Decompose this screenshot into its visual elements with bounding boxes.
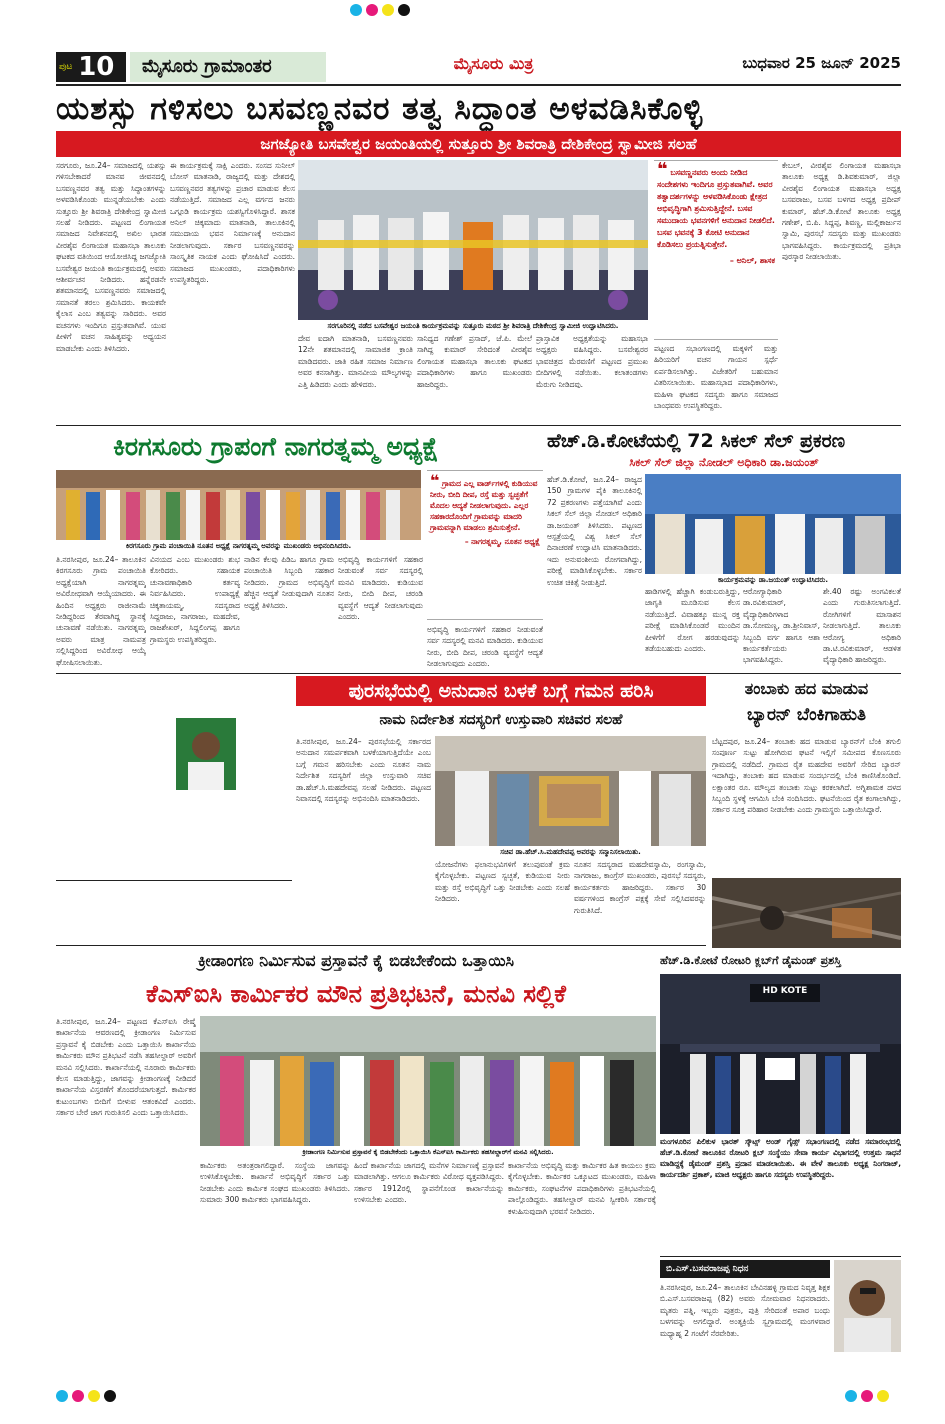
obituary-portrait xyxy=(834,1260,901,1352)
lower-rule xyxy=(56,945,706,946)
lead-below-photo-2: ಸಾನಿಧ್ಯದ ಗಣೇಶ್ ಪ್ರಸಾದ್, ಜೆ.ಪಿ. ಮೇಲೆ ಸಾಗಿದ್ದ ಕುಮಾರ್ ಸೇರಿದಂತೆ ವೀರಶೈವ ಲಿಂಗಾಯತ ಮಹಾಸಭಾ ತಾಲೂಕು ಘಟಕದ ಪದಾಧಿಕಾರಿಗಳು ಹಾಗೂ ಮುಖಂಡರು ಹಾಜರಿದ್ದರು. xyxy=(417,334,532,389)
kiragasur-column-3: ನಾಡಿನ ಕೆಲವು ಪಿಡಿಒ ಹಾಗೂ ಗ್ರಾಮ ಪಂಚಾಯಿತಿ ಸಿಬ್ಬಂದಿ ಸಹಕಾರ ನೀಡಿದರು. ಗ್ರಾಮದ ಅಭಿವೃದ್ಧಿಗೆ ಹೆಚ್ಚಿನ ಆದ್ಯತೆ ನೀಡುವುದಾಗಿ ನೂತನ ಅಧ್ಯಕ್ಷೆ ತಿಳಿಸಿದರು. xyxy=(244,555,334,610)
tobacco-headline xyxy=(712,676,901,732)
halakatti-headline xyxy=(56,883,292,901)
sickle-column-4: ಶೇ.40 ರಷ್ಟು ಅಂಗವಿಕಲತೆ ಎಂದು ಗುರುತಿಸಲಾಗುತ್ತಿದೆ. ರೋಗಿಗಳಿಗೆ ಮಾಸಾಶನ ನೀಡಲಾಗುತ್ತಿದೆ. ತಾಲೂಕು ಆರೋಗ್ಯ ಅಧಿಕಾರಿ ಡಾ.ಟಿ.ರವಿಕುಮಾರ್, ಆಡಳಿತ ವೈದ್ಯಾಧಿಕಾರಿ ಹಾಜರಿದ್ದರು. xyxy=(823,587,901,665)
registration-mark-magenta-bottom xyxy=(72,1390,84,1402)
lead-column-2: ಈ ಕಾರ್ಯಕ್ರಮಕ್ಕೆ ಸಾಕ್ಷಿ ಎಂದರು. ಸಂಸದ ಸುನೀಲ್ ಬೋಸ್ ಮಾತನಾಡಿ, ರಾಜ್ಯದಲ್ಲಿ ಮತ್ತು ದೇಶದಲ್ಲಿ ಬಸವಣ್ಣನವರ ತತ್ವಗಳನ್ನು ಪ್ರಚಾರ ಮಾಡುವ ಕೆಲಸ ನಡೆಯುತ್ತಿದೆ. ಸಮಾಜದ ಎಲ್ಲ ವರ್ಗದ ಜನರು ಒಗ್ಗೂಡಿ ಕಾರ್ಯಕ್ರಮ ಯಶಸ್ವಿಗೊಳಿಸಿದ್ದಾರೆ. ಶಾಸಕ ಅನಿಲ್ ಚಿಕ್ಕಮಾದು ಮಾತನಾಡಿ, ತಾಲೂಕಿನಲ್ಲಿ ಸಮುದಾಯ ಭವನ ನಿರ್ಮಾಣಕ್ಕೆ ಅನುದಾನ ನೀಡಲಾಗುವುದು. ಸರ್ಕಾರ ಬಸವಣ್ಣನವರನ್ನು ಸಾಂಸ್ಕೃತಿಕ ನಾಯಕ ಎಂದು ಘೋಷಿಸಿದೆ ಎಂದರು. ಸಮಾಜದ ಮುಖಂಡರು, ಪದಾಧಿಕಾರಿಗಳು ಉಪಸ್ಥಿತರಿದ್ದರು. xyxy=(170,161,295,285)
rotary-photo xyxy=(660,974,901,1134)
purasabhe-photo-image xyxy=(435,736,706,846)
kiragasur-column-5: ಅಭಿವೃದ್ಧಿ ಕಾರ್ಯಗಳಿಗೆ ಸಹಕಾರ ನೀಡುವಂತೆ ಸರ್ವ ಸದಸ್ಯರಲ್ಲಿ ಮನವಿ ಮಾಡಿದರು. ಕುಡಿಯುವ ನೀರು, ಬೀದಿ ದೀಪ, ಚರಂಡಿ ವ್ಯವಸ್ಥೆಗೆ ಆದ್ಯತೆ ನೀಡಲಾಗುವುದು ಎಂದರು. xyxy=(427,625,543,669)
sickle-column-2: ಹಾಡಿಗಳಲ್ಲಿ ಹೆಚ್ಚಾಗಿ ಕಂಡುಬರುತ್ತಿದ್ದು, ಜಾಗೃತಿ ಮೂಡಿಸುವ ಕೆಲಸ ನಡೆಯುತ್ತಿದೆ. ವಿವಾಹಕ್ಕೂ ಮುನ್ನ ರಕ್ತ ಪರೀಕ್ಷೆ ಮಾಡಿಸಿಕೊಂಡರೆ ಮುಂದಿನ ಪೀಳಿಗೆಗೆ ರೋಗ ಹರಡುವುದನ್ನು ತಡೆಯಬಹುದು ಎಂದರು. xyxy=(645,587,740,654)
tobacco-photo-image xyxy=(712,878,901,948)
kiragasur-quote-text: ಗ್ರಾಮದ ಎಲ್ಲ ವಾರ್ಡ್‌ಗಳಲ್ಲಿ ಕುಡಿಯುವ ನೀರು, ಬೀದಿ ದೀಪ, ರಸ್ತೆ ಮತ್ತು ಸ್ವಚ್ಛತೆಗೆ ಮೊದಲ ಆದ್ಯತೆ ನೀಡಲಾಗುವುದು. ಎಲ್ಲರ ಸಹಕಾರದೊಂದಿಗೆ ಗ್ರಾಮವನ್ನು ಮಾದರಿ ಗ್ರಾಮವನ್ನಾಗಿ ಮಾಡಲು ಶ್ರಮಿಸುತ್ತೇನೆ. xyxy=(430,479,538,532)
registration-mark-yellow-bottom xyxy=(88,1390,100,1402)
section-name: ಮೈಸೂರು ಗ್ರಾಮಾಂತರ xyxy=(130,52,326,82)
kiragasur-photo-image xyxy=(56,470,421,540)
meesalati-kicker xyxy=(56,676,292,690)
page-number-badge xyxy=(56,52,126,82)
purasabhe-headline: ಪುರಸಭೆಯಲ್ಲಿ ಅನುದಾನ ಬಳಕೆ ಬಗ್ಗೆ ಗಮನ ಹರಿಸಿ xyxy=(296,676,706,706)
meesalati-column-3 xyxy=(176,803,236,876)
rotary-banner-text: HD KOTE xyxy=(762,986,808,996)
lead-bottom-rule xyxy=(56,425,901,426)
kiragasur-photo xyxy=(56,470,421,540)
kiragasur-column-2: ವಿನಯದ ಎಂಬ ಮುಖಂಡರು ಶುಭ ಕೋರಿದರು. ಸಹಾಯಕ ಚುನಾವಣಾಧಿಕಾರಿ ಕರ್ತವ್ಯ ನಿರ್ವಹಿಸಿದರು. ಉಪಾಧ್ಯಕ್ಷೆ ಚಿಕ್ಕತಾಯಮ್ಮ, ಸದಸ್ಯರಾದ ಸಿದ್ದರಾಜು, ನಾಗರಾಜು, ಮಹದೇವ, ರಾಜಶೇಖರ್, ಸಿದ್ದಲಿಂಗಪ್ಪ ಹಾಗೂ ಗ್ರಾಮಸ್ಥರು ಉಪಸ್ಥಿತರಿದ್ದರು. xyxy=(150,555,240,644)
stadium-column-2: ಕಾರ್ಮಿಕರು ಅತಂತ್ರರಾಗಲಿದ್ದಾರೆ. ಸಂಸ್ಥೆಯ ಜಾಗವನ್ನು ಉಳಿಸಿಕೊಳ್ಳಬೇಕು. ಕಾರ್ಖಾನೆ ಅಭಿವೃದ್ಧಿಗೆ ಸರ್ಕಾರ ಒತ್ತು ನೀಡಬೇಕು ಎಂದು ಕಾರ್ಮಿಕ ಸಂಘದ ಮುಖಂಡರು ತಿಳಿಸಿದರು. ಸುಮಾರು 300 ಕಾರ್ಮಿಕರು ಭಾಗವಹಿಸಿದ್ದರು. xyxy=(200,1161,350,1205)
purasabhe-column-3: ನೂತನ ಸದಸ್ಯರಾದ ಮಹದೇವಸ್ವಾಮಿ, ರಂಗಸ್ವಾಮಿ, ನಾಗರಾಜು, ಕಾಂಗ್ರೆಸ್ ಮುಖಂಡರು, ಪುರಸಭೆ ಸದಸ್ಯರು, ಕಾರ್ಯಕರ್ತರು ಹಾಜರಿದ್ದರು. ಸರ್ಕಾರ 30 ವರ್ಷಗಳಿಂದ ಕಾಂಗ್ರೆಸ್ ಪಕ್ಷಕ್ಕೆ ಸೇವೆ ಸಲ್ಲಿಸಿದವರನ್ನು ಗುರುತಿಸಿದೆ. xyxy=(574,860,706,915)
sickle-column-1: ಹೆಚ್.ಡಿ.ಕೋಟೆ, ಜೂ.24– ರಾಜ್ಯದ 150 ಗ್ರಾಮಗಳ ಪೈಕಿ ತಾಲೂಕಿನಲ್ಲಿ 72 ಪ್ರಕರಣಗಳು ಪತ್ತೆಯಾಗಿವೆ ಎಂದು ಸಿಕಲ್ ಸೆಲ್ ಜಿಲ್ಲಾ ನೋಡಲ್ ಅಧಿಕಾರಿ ಡಾ.ಜಯಂತ್ ತಿಳಿಸಿದರು. ಪಟ್ಟಣದ ಆಸ್ಪತ್ರೆಯಲ್ಲಿ ವಿಶ್ವ ಸಿಕಲ್ ಸೆಲ್ ದಿನಾಚರಣೆ ಉದ್ಘಾಟಿಸಿ ಮಾತನಾಡಿದರು. ಇದು ಅನುವಂಶೀಯ ರೋಗವಾಗಿದ್ದು, ಪರೀಕ್ಷೆ ಮಾಡಿಸಿಕೊಳ್ಳಬೇಕು. ಸರ್ಕಾರ ಉಚಿತ ಚಿಕಿತ್ಸೆ ನೀಡುತ್ತಿದೆ. xyxy=(547,475,642,587)
purasabhe-photo-caption: ಸಚಿವ ಡಾ.ಹೆಚ್.ಸಿ.ಮಹದೇವಪ್ಪ ಅವರನ್ನು ಸನ್ಮಾನಿಸಲಾಯಿತು. xyxy=(500,848,641,856)
quote-mark-icon: ❝ xyxy=(657,160,668,180)
portrait-image xyxy=(176,718,236,790)
lead-right-column-lower: ಪಟ್ಟಣದ ಸಭಾಂಗಣದಲ್ಲಿ ಮಕ್ಕಳಿಗೆ ಮತ್ತು ಹಿರಿಯರಿಗೆ ವಚನ ಗಾಯನ ಸ್ಪರ್ಧೆ ಏರ್ಪಡಿಸಲಾಗಿತ್ತು. ವಿಜೇತರಿಗೆ ಬಹುಮಾನ ವಿತರಿಸಲಾಯಿತು. ಮಹಾಸಭಾದ ಪದಾಧಿಕಾರಿಗಳು, ಮಹಿಳಾ ಘಟಕದ ಸದಸ್ಯರು ಹಾಗೂ ಸಮಾಜದ ಬಾಂಧವರು ಉಪಸ್ಥಿತರಿದ್ದರು. xyxy=(654,344,778,411)
sickle-photo xyxy=(645,474,901,574)
edition-date: ಬುಧವಾರ 25 ಜೂನ್ 2025 xyxy=(742,54,901,72)
quote-mark-icon: ❝ xyxy=(430,471,440,490)
registration-mark-magenta xyxy=(366,4,378,16)
page-number: 10 xyxy=(78,52,115,82)
registration-mark-yellow-bottom-right xyxy=(877,1390,889,1402)
lead-quote-box xyxy=(654,160,778,340)
registration-mark-black xyxy=(398,4,410,16)
meesalati-column-1 xyxy=(56,718,171,876)
kiragasur-column-4: ಅಭಿವೃದ್ಧಿ ಕಾರ್ಯಗಳಿಗೆ ಸಹಕಾರ ನೀಡುವಂತೆ ಸರ್ವ ಸದಸ್ಯರಲ್ಲಿ ಮನವಿ ಮಾಡಿದರು. ಕುಡಿಯುವ ನೀರು, ಬೀದಿ ದೀಪ, ಚರಂಡಿ ವ್ಯವಸ್ಥೆಗೆ ಆದ್ಯತೆ ನೀಡಲಾಗುವುದು ಎಂದರು. xyxy=(338,555,423,622)
stadium-column-1: ತಿ.ನರಸೀಪುರ, ಜೂ.24– ಪಟ್ಟಣದ ಕೆಎಸ್‌ಐಸಿ ರೇಷ್ಮೆ ಕಾರ್ಖಾನೆಯ ಆವರಣದಲ್ಲಿ ಕ್ರೀಡಾಂಗಣ ನಿರ್ಮಿಸುವ ಪ್ರಸ್ತಾವನೆ ಕೈ ಬಿಡಬೇಕು ಎಂದು ಒತ್ತಾಯಿಸಿ ಕಾರ್ಖಾನೆಯ ಕಾರ್ಮಿಕರು ಮೌನ ಪ್ರತಿಭಟನೆ ನಡೆಸಿ ತಹಸೀಲ್ದಾರ್ ಅವರಿಗೆ ಮನವಿ ಸಲ್ಲಿಸಿದರು. ಕಾರ್ಖಾನೆಯಲ್ಲಿ ನೂರಾರು ಕಾರ್ಮಿಕರು ಕೆಲಸ ಮಾಡುತ್ತಿದ್ದು, ಜಾಗವನ್ನು ಕ್ರೀಡಾಂಗಣಕ್ಕೆ ನೀಡಿದರೆ ಕಾರ್ಖಾನೆಯ ವಿಸ್ತರಣೆಗೆ ತೊಂದರೆಯಾಗುತ್ತದೆ. ಕಾರ್ಮಿಕರ ಕುಟುಂಬಗಳು ಬೀದಿಗೆ ಬೀಳುವ ಆತಂಕವಿದೆ ಎಂದರು. ಸರ್ಕಾರ ಬೇರೆ ಜಾಗ ಗುರುತಿಸಲಿ ಎಂದು ಒತ್ತಾಯಿಸಿದರು. xyxy=(56,1017,196,1118)
stadium-column-3: ಹಿಂದೆ ಕಾರ್ಖಾನೆಯ ಜಾಗದಲ್ಲಿ ಮನೆಗಳ ನಿರ್ಮಾಣಕ್ಕೆ ಪ್ರಸ್ತಾವನೆ ಮಾಡಲಾಗಿತ್ತು. ಆಗಲೂ ಕಾರ್ಮಿಕರು ವಿರೋಧ ವ್ಯಕ್ತಪಡಿಸಿದ್ದರು. ಸರ್ಕಾರ 1912ರಲ್ಲಿ ಸ್ಥಾಪನೆಗೊಂಡ ಕಾರ್ಖಾನೆಯನ್ನು ಉಳಿಸಬೇಕು ಎಂದರು. xyxy=(354,1161,504,1205)
rotary-headline: ಹೆಚ್.ಡಿ.ಕೋಟೆ ರೋಟರಿ ಕ್ಲಬ್‌ಗೆ ಡೈಮಂಡ್ ಪ್ರಶಸ್ತಿ xyxy=(660,954,841,967)
mid-rule xyxy=(56,673,901,674)
page-header xyxy=(56,50,901,82)
registration-mark-cyan-bottom-right xyxy=(845,1390,857,1402)
page-label: ಪುಟ xyxy=(59,62,73,72)
lead-headline: ಯಶಸ್ಸು ಗಳಿಸಲು ಬಸವಣ್ಣನವರ ತತ್ವ ಸಿದ್ಧಾಂತ ಅಳವಡಿಸಿಕೊಳ್ಳಿ xyxy=(56,91,704,127)
lead-right-column: ಕೇಬಲ್, ವೀರಶೈವ ಲಿಂಗಾಯತ ಮಹಾಸಭಾ ತಾಲೂಕು ಅಧ್ಯಕ್ಷ ಡಿ.ಶಿವಕುಮಾರ್, ಜಿಲ್ಲಾ ವೀರಶೈವ ಲಿಂಗಾಯತ ಮಹಾಸಭಾ ಅಧ್ಯಕ್ಷ ಬಸವರಾಜು, ಬಸವ ಬಳಗದ ಅಧ್ಯಕ್ಷ ಪ್ರದೀಪ್ ಕುಮಾರ್, ಹೆಚ್.ಡಿ.ಕೋಟೆ ತಾಲೂಕು ಅಧ್ಯಕ್ಷ ಗಣೇಶ್, ಬಿ.ಪಿ. ಸಿದ್ದಪ್ಪ, ಶಿವಣ್ಣ, ಮಲ್ಲಿಕಾರ್ಜುನ ಸ್ವಾಮಿ, ಪುರಸಭೆ ಸದಸ್ಯರು ಮತ್ತು ಮುಖಂಡರು ಭಾಗವಹಿಸಿದ್ದರು. ಕಾರ್ಯಕ್ರಮದಲ್ಲಿ ಪ್ರತಿಭಾ ಪುರಸ್ಕಾರ ನೀಡಲಾಯಿತು. xyxy=(782,161,901,262)
purasabhe-subhead: ನಾಮ ನಿರ್ದೇಶಿತ ಸದಸ್ಯರಿಗೆ ಉಸ್ತುವಾರಿ ಸಚಿವರ ಸಲಹೆ xyxy=(379,712,623,728)
registration-mark-black-bottom xyxy=(104,1390,116,1402)
lead-photo xyxy=(298,160,648,320)
meesalati-column-2 xyxy=(240,718,292,876)
obituary-body: ತಿ.ನರಸೀಪುರ, ಜೂ.24– ತಾಲೂಕಿನ ಬೇವಿನಹಳ್ಳಿ ಗ್ರಾಮದ ನಿವೃತ್ತ ಶಿಕ್ಷಕ ಬಿ.ಎಸ್.ಬಸವರಾಜಪ್ಪ (82) ಅವರು ಸೋಮವಾರ ನಿಧನರಾದರು. ಮೃತರು ಪತ್ನಿ, ಇಬ್ಬರು ಪುತ್ರರು, ಪುತ್ರಿ ಸೇರಿದಂತೆ ಅಪಾರ ಬಂಧು ಬಳಗವನ್ನು ಅಗಲಿದ್ದಾರೆ. ಅಂತ್ಯಕ್ರಿಯೆ ಸ್ವಗ್ರಾಮದಲ್ಲಿ ಮಂಗಳವಾರ ಮಧ್ಯಾಹ್ನ 2 ಗಂಟೆಗೆ ನೆರವೇರಿತು. xyxy=(660,1283,830,1338)
lead-column-1: ಸರಗೂರು, ಜೂ.24– ಸಮಾಜದಲ್ಲಿ ಯಶಸ್ಸು ಗಳಿಸಬೇಕಾದರೆ ಮಾನವ ಜೀವನದಲ್ಲಿ ಬಸವಣ್ಣನವರ ತತ್ವ ಮತ್ತು ಸಿದ್ಧಾಂತಗಳನ್ನು ಅಳವಡಿಸಿಕೊಂಡು ಮುನ್ನಡೆಯಬೇಕು ಎಂದು ಸುತ್ತೂರು ಶ್ರೀ ಶಿವರಾತ್ರಿ ದೇಶಿಕೇಂದ್ರ ಸ್ವಾಮೀಜಿ ಸಲಹೆ ನೀಡಿದರು. ಪಟ್ಟಣದ ಲಿಂಗಾಯತ ಸಮಾಜದ ನಿವೇಶನದಲ್ಲಿ ಅಖಿಲ ಭಾರತ ವೀರಶೈವ ಲಿಂಗಾಯತ ಮಹಾಸಭಾ ತಾಲೂಕು ಘಟಕದ ವತಿಯಿಂದ ಆಯೋಜಿಸಿದ್ದ ಜಗಜ್ಯೋತಿ ಬಸವೇಶ್ವರ ಜಯಂತಿ ಕಾರ್ಯಕ್ರಮದಲ್ಲಿ ಅವರು ಆಶೀರ್ವಚನ ನೀಡಿದರು. ಹನ್ನೆರಡನೇ ಶತಮಾನದಲ್ಲಿ ಬಸವಣ್ಣನವರು ಸಮಾಜದಲ್ಲಿ ಸಮಾನತೆ ತರಲು ಶ್ರಮಿಸಿದರು. ಕಾಯಕವೇ ಕೈಲಾಸ ಎಂಬ ತತ್ವವನ್ನು ಸಾರಿದರು. ಅವರ ವಚನಗಳು ಇಂದಿಗೂ ಪ್ರಸ್ತುತವಾಗಿವೆ. ಯುವ ಪೀಳಿಗೆ ವಚನ ಸಾಹಿತ್ಯವನ್ನು ಅಧ್ಯಯನ ಮಾಡಬೇಕು ಎಂದು ತಿಳಿಸಿದರು. xyxy=(56,161,166,353)
tobacco-photo xyxy=(712,878,901,948)
sickle-photo-caption: ಕಾರ್ಯಕ್ರಮವನ್ನು ಡಾ.ಜಯಂತ್ ಉದ್ಘಾಟಿಸಿದರು. xyxy=(717,576,829,584)
halakatti-body xyxy=(56,903,292,941)
purasabhe-photo xyxy=(435,736,706,846)
kiragasur-quote-box xyxy=(427,470,543,620)
stadium-photo xyxy=(200,1016,656,1146)
sickle-column-3: ಆರೋಗ್ಯಾಧಿಕಾರಿ ಡಾ.ರವಿಕುಮಾರ್, ವೈದ್ಯಾಧಿಕಾರಿಗಳಾದ ಡಾ.ಸೋಮಣ್ಣ, ಡಾ.ಶ್ರೀನಿವಾಸ್, ಸಿಬ್ಬಂದಿ ವರ್ಗ ಹಾಗೂ ಆಶಾ ಕಾರ್ಯಕರ್ತೆಯರು ಭಾಗವಹಿಸಿದ್ದರು. xyxy=(743,587,820,665)
rotary-caption: ಮಂಗಳೂರಿನ ಪಿಲಿಕುಳ ಭಾರತ್ ಸ್ಕೌಟ್ಸ್ ಅಂಡ್ ಗೈಡ್ಸ್ ಸಭಾಂಗಣದಲ್ಲಿ ನಡೆದ ಸಮಾರಂಭದಲ್ಲಿ ಹೆಚ್.ಡಿ.ಕೋಟೆ ತಾಲೂಕಿನ ರೋಟರಿ ಕ್ಲಬ್ ಸಂಸ್ಥೆಯು ಸೇವಾ ಕಾರ್ಯ ವಿಭಾಗದಲ್ಲಿ ಉತ್ತಮ ಸಾಧನೆ ಮಾಡಿದ್ದಕ್ಕೆ ಡೈಮಂಡ್ ಪ್ರಶಸ್ತಿ ಪ್ರದಾನ ಮಾಡಲಾಯಿತು. ಈ ವೇಳೆ ತಾಲೂಕು ಅಧ್ಯಕ್ಷ ನಿಂಗರಾಜ್, ಕಾರ್ಯದರ್ಶಿ ಪ್ರಕಾಶ್, ಮಾಜಿ ಅಧ್ಯಕ್ಷರು ಹಾಗೂ ಸದಸ್ಯರು ಉಪಸ್ಥಿತರಿದ್ದರು. xyxy=(660,1137,901,1179)
tobacco-headline-line2: ಬ್ಯಾರನ್ ಬೆಂಕಿಗಾಹುತಿ xyxy=(746,705,866,725)
meesalati-rule xyxy=(56,880,292,881)
stadium-column-4: ಕಾರ್ಖಾನೆಯ ಅಭಿವೃದ್ಧಿ ಮತ್ತು ಕಾರ್ಮಿಕರ ಹಿತ ಕಾಯಲು ಕ್ರಮ ಕೈಗೊಳ್ಳಬೇಕು. ಕಾರ್ಮಿಕರ ಒಕ್ಕೂಟದ ಮುಖಂಡರು, ಮಹಿಳಾ ಕಾರ್ಮಿಕರು, ಸಂಘಟನೆಗಳ ಪದಾಧಿಕಾರಿಗಳು ಪ್ರತಿಭಟನೆಯಲ್ಲಿ ಪಾಲ್ಗೊಂಡಿದ್ದರು. ತಹಸೀಲ್ದಾರ್ ಮನವಿ ಸ್ವೀಕರಿಸಿ ಸರ್ಕಾರಕ್ಕೆ ಕಳುಹಿಸುವುದಾಗಿ ಭರವಸೆ ನೀಡಿದರು. xyxy=(508,1161,656,1216)
purasabhe-column-1: ತಿ.ನರಸೀಪುರ, ಜೂ.24– ಪುರಸಭೆಯಲ್ಲಿ ಸರ್ಕಾರದ ಅನುದಾನ ಸಮರ್ಪಕವಾಗಿ ಬಳಕೆಯಾಗುತ್ತಿದೆಯೇ ಎಂಬ ಬಗ್ಗೆ ಗಮನ ಹರಿಸಬೇಕು ಎಂದು ನೂತನ ನಾಮ ನಿರ್ದೇಶಿತ ಸದಸ್ಯರಿಗೆ ಜಿಲ್ಲಾ ಉಸ್ತುವಾರಿ ಸಚಿವ ಡಾ.ಹೆಚ್.ಸಿ.ಮಹದೇವಪ್ಪ ಸಲಹೆ ನೀಡಿದರು. ಪಟ್ಟಣದ ನಿವಾಸದಲ್ಲಿ ಸದಸ್ಯರನ್ನು ಅಭಿನಂದಿಸಿ ಮಾತನಾಡಿದರು. xyxy=(296,737,431,804)
tobacco-body: ಬೆಟ್ಟದಪುರ, ಜೂ.24– ತಂಬಾಕು ಹದ ಮಾಡುವ ಬ್ಯಾರನ್‌ಗೆ ಬೆಂಕಿ ತಗುಲಿ ಸಂಪೂರ್ಣ ಸುಟ್ಟು ಹೋಗಿರುವ ಘಟನೆ ಇಲ್ಲಿಗೆ ಸಮೀಪದ ಕೊಣಸೂರು ಗ್ರಾಮದಲ್ಲಿ ನಡೆದಿದೆ. ಗ್ರಾಮದ ರೈತ ಮಹದೇವ ಅವರಿಗೆ ಸೇರಿದ ಬ್ಯಾರನ್ ಇದಾಗಿದ್ದು, ತಂಬಾಕು ಹದ ಮಾಡುವ ಸಂದರ್ಭದಲ್ಲಿ ಬೆಂಕಿ ಕಾಣಿಸಿಕೊಂಡಿದೆ. ಲಕ್ಷಾಂತರ ರೂ. ಮೌಲ್ಯದ ತಂಬಾಕು ಸುಟ್ಟು ಕರಕಲಾಗಿದೆ. ಅಗ್ನಿಶಾಮಕ ದಳದ ಸಿಬ್ಬಂದಿ ಸ್ಥಳಕ್ಕೆ ಆಗಮಿಸಿ ಬೆಂಕಿ ನಂದಿಸಿದರು. ಘಟನೆಯಿಂದ ರೈತ ಕಂಗಾಲಾಗಿದ್ದು, ಸರ್ಕಾರ ಸೂಕ್ತ ಪರಿಹಾರ ನೀಡಬೇಕು ಎಂದು ಗ್ರಾಮಸ್ಥರು ಒತ್ತಾಯಿಸಿದ್ದಾರೆ. xyxy=(712,737,901,815)
meesalati-headline xyxy=(56,691,292,715)
sickle-photo-image xyxy=(645,474,901,574)
stadium-photo-image xyxy=(200,1016,656,1146)
lead-quote-attribution: – ಅನಿಲ್, ಶಾಸಕ xyxy=(729,256,775,265)
kiragasur-quote-attribution: – ನಾಗರತ್ನಮ್ಮ, ನೂತನ ಅಧ್ಯಕ್ಷೆ xyxy=(464,537,540,546)
rotary-photo-image xyxy=(660,974,901,1134)
registration-mark-cyan-bottom xyxy=(56,1390,68,1402)
obituary-banner: ಬಿ.ಎಸ್.ಬಸವರಾಜಪ್ಪ ನಿಧನ xyxy=(660,1260,830,1278)
lead-below-photo-3: ಪ್ರಾಸ್ತಾವಿಕ ಅಧ್ಯಕ್ಷತೆಯನ್ನು ಮಹಾಸಭಾ ಅಧ್ಯಕ್ಷರು ವಹಿಸಿದ್ದರು. ಬಸವೇಶ್ವರರ ಭಾವಚಿತ್ರದ ಮೆರವಣಿಗೆ ಪಟ್ಟಣದ ಪ್ರಮುಖ ಬೀದಿಗಳಲ್ಲಿ ನಡೆಯಿತು. ಕಲಾತಂಡಗಳು ಮೆರುಗು ನೀಡಿದವು. xyxy=(536,334,648,389)
rotary-rule xyxy=(660,1256,901,1257)
registration-mark-magenta-bottom-right xyxy=(861,1390,873,1402)
masthead: ಮೈಸೂರು ಮಿತ್ರ xyxy=(453,54,534,73)
obituary-portrait-image xyxy=(834,1260,901,1352)
lead-quote-text: ಬಸವಣ್ಣನವರು ಅಂದು ನೀಡಿದ ಸಂದೇಶಗಳು ಇಂದಿಗೂ ಪ್ರಸ್ತುತವಾಗಿವೆ. ಅವರ ತತ್ವಾದರ್ಶಗಳನ್ನು ಅಳವಡಿಸಿಕೊಂಡು ಕ್ಷೇತ್ರದ ಅಭಿವೃದ್ಧಿಗಾಗಿ ಶ್ರಮಿಸುತ್ತಿದ್ದೇನೆ. ಬಸವ ಸಮುದಾಯ ಭವನಗಳಿಗೆ ಅನುದಾನ ನೀಡಲಿದೆ. ಬಸವ ಭವನಕ್ಕೆ 3 ಕೋಟಿ ಅನುದಾನ ಕೊಡಿಸಲು ಪ್ರಯತ್ನಿಸುತ್ತೇನೆ. xyxy=(657,168,775,249)
stadium-photo-caption: ಕ್ರೀಡಾಂಗಣ ನಿರ್ಮಿಸುವ ಪ್ರಸ್ತಾವನೆ ಕೈ ಬಿಡಬೇಕೆಂದು ಒತ್ತಾಯಿಸಿ ಕೆಎಸ್‌ಐಸಿ ಕಾರ್ಮಿಕರು ತಹಸೀಲ್ದಾರ್‌ಗೆ ಮನವಿ ಸಲ್ಲಿಸಿದರು. xyxy=(302,1148,554,1156)
meesalati-portrait xyxy=(176,718,236,790)
lead-subhead: ಜಗಜ್ಯೋತಿ ಬಸವೇಶ್ವರ ಜಯಂತಿಯಲ್ಲಿ ಸುತ್ತೂರು ಶ್ರೀ ಶಿವರಾತ್ರಿ ದೇಶಿಕೇಂದ್ರ ಸ್ವಾಮೀಜಿ ಸಲಹೆ xyxy=(56,131,901,157)
kiragasur-column-1: ತಿ.ನರಸೀಪುರ, ಜೂ.24– ತಾಲೂಕಿನ ಕಿರಗಸೂರು ಗ್ರಾಮ ಪಂಚಾಯಿತಿ ಅಧ್ಯಕ್ಷೆಯಾಗಿ ನಾಗರತ್ನಮ್ಮ ಅವಿರೋಧವಾಗಿ ಆಯ್ಕೆಯಾದರು. ಈ ಹಿಂದಿನ ಅಧ್ಯಕ್ಷರು ರಾಜೀನಾಮೆ ನೀಡಿದ್ದರಿಂದ ತೆರವಾಗಿದ್ದ ಸ್ಥಾನಕ್ಕೆ ಚುನಾವಣೆ ನಡೆಯಿತು. ನಾಗರತ್ನಮ್ಮ ಅವರು ಮಾತ್ರ ನಾಮಪತ್ರ ಸಲ್ಲಿಸಿದ್ದರಿಂದ ಅವಿರೋಧ ಆಯ್ಕೆ ಘೋಷಿಸಲಾಯಿತು. xyxy=(56,555,146,667)
lead-photo-caption: ಸರಗೂರಿನಲ್ಲಿ ನಡೆದ ಬಸವೇಶ್ವರ ಜಯಂತಿ ಕಾರ್ಯಕ್ರಮವನ್ನು ಸುತ್ತೂರು ಮಠದ ಶ್ರೀ ಶಿವರಾತ್ರಿ ದೇಶಿಕೇಂದ್ರ ಸ್ವಾಮೀಜಿ ಉದ್ಘಾಟಿಸಿದರು. xyxy=(327,322,619,330)
registration-mark-cyan xyxy=(350,4,362,16)
kiragasur-headline: ಕಿರಗಸೂರು ಗ್ರಾಪಂಗೆ ನಾಗರತ್ನಮ್ಮ ಅಧ್ಯಕ್ಷೆ xyxy=(113,432,439,461)
stadium-kicker: ಕ್ರೀಡಾಂಗಣ ನಿರ್ಮಿಸುವ ಪ್ರಸ್ತಾವನೆ ಕೈ ಬಿಡಬೇಕೆಂದು ಒತ್ತಾಯಿಸಿ xyxy=(197,951,515,970)
sickle-headline: ಹೆಚ್.ಡಿ.ಕೋಟೆಯಲ್ಲಿ 72 ಸಿಕಲ್ ಸೆಲ್ ಪ್ರಕರಣ xyxy=(547,430,846,452)
lead-below-photo-1: ದೇವ ಐದಾಗಿ ಮಾತನಾಡಿ, ಬಸವಣ್ಣನವರು 12ನೇ ಶತಮಾನದಲ್ಲಿ ಸಾಮಾಜಿಕ ಕ್ರಾಂತಿ ಮಾಡಿದವರು. ಜಾತಿ ರಹಿತ ಸಮಾಜ ನಿರ್ಮಾಣ ಅವರ ಕನಸಾಗಿತ್ತು. ಮಾನವೀಯ ಮೌಲ್ಯಗಳನ್ನು ಎತ್ತಿ ಹಿಡಿದರು ಎಂದು ಹೇಳಿದರು. xyxy=(298,334,413,389)
purasabhe-column-2: ಯೋಜನೆಗಳು ಫಲಾನುಭವಿಗಳಿಗೆ ತಲುಪುವಂತೆ ಕ್ರಮ ಕೈಗೊಳ್ಳಬೇಕು. ಪಟ್ಟಣದ ಸ್ವಚ್ಛತೆ, ಕುಡಿಯುವ ನೀರು ಮತ್ತು ರಸ್ತೆ ಅಭಿವೃದ್ಧಿಗೆ ಒತ್ತು ನೀಡಬೇಕು ಎಂದು ಸಲಹೆ ನೀಡಿದರು. xyxy=(435,860,570,904)
registration-mark-yellow xyxy=(382,4,394,16)
sickle-subhead: ಸಿಕಲ್ ಸೆಲ್ ಜಿಲ್ಲಾ ನೋಡಲ್ ಅಧಿಕಾರಿ ಡಾ.ಜಯಂತ್ xyxy=(629,456,819,469)
tobacco-headline-line1: ತಂಬಾಕು ಹದ ಮಾಡುವ xyxy=(744,679,869,698)
stadium-headline: ಕೆಎಸ್‌ಐಸಿ ಕಾರ್ಮಿಕರ ಮೌನ ಪ್ರತಿಭಟನೆ, ಮನವಿ ಸಲ್ಲಿಕೆ xyxy=(146,980,566,1008)
lead-photo-image xyxy=(298,160,648,320)
kiragasur-photo-caption: ಕಿರಗಸೂರು ಗ್ರಾಮ ಪಂಚಾಯಿತಿ ನೂತನ ಅಧ್ಯಕ್ಷೆ ನಾಗರತ್ನಮ್ಮ ಅವರನ್ನು ಮುಖಂಡರು ಅಭಿನಂದಿಸಿದರು. xyxy=(125,542,352,550)
